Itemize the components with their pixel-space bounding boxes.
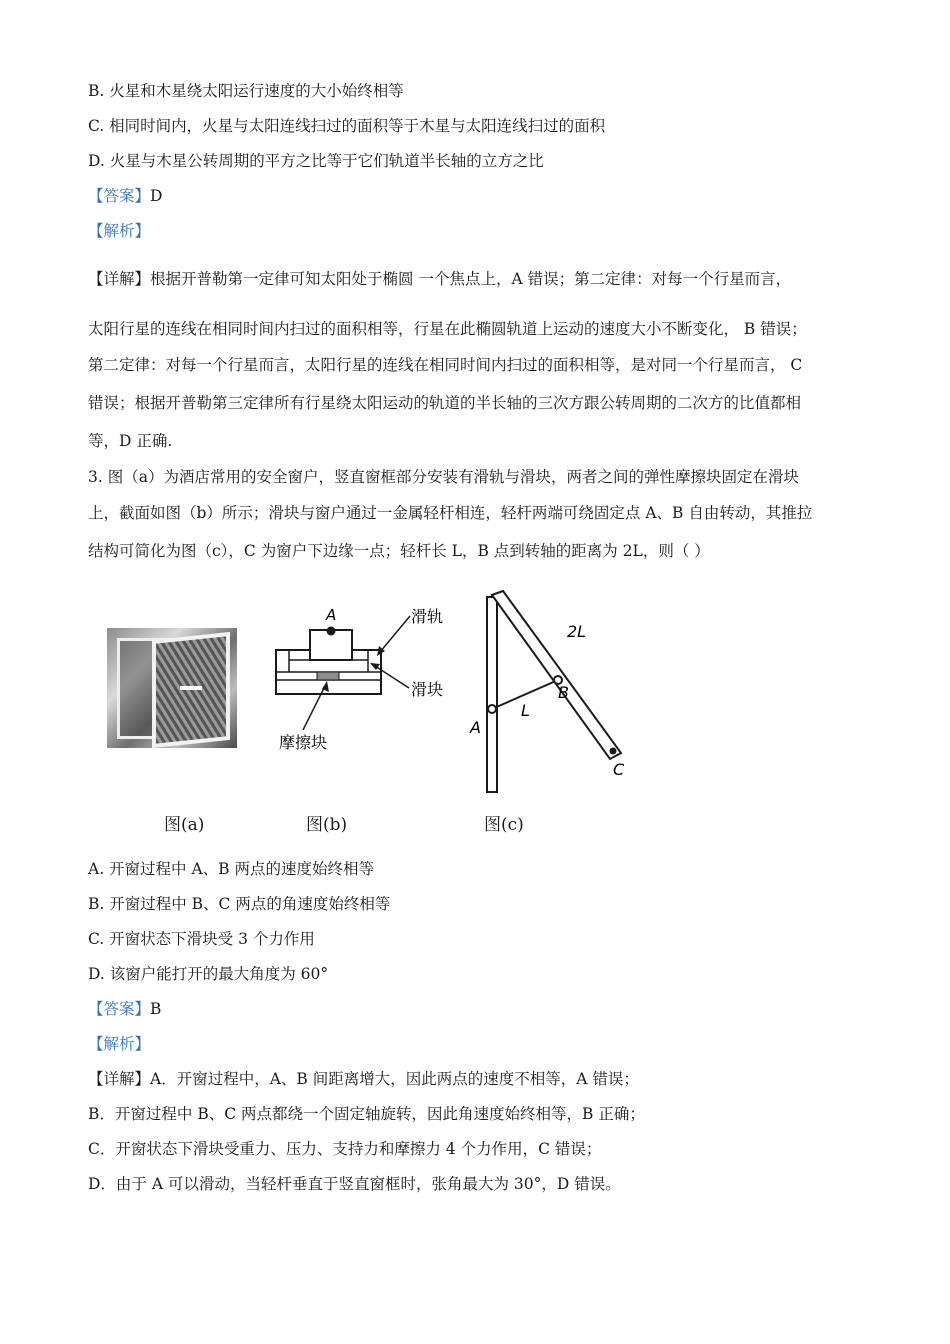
q3-detail-line-1 (88, 1068, 639, 1090)
detail-line-1 (88, 268, 791, 290)
q3-analysis-line (88, 1033, 150, 1055)
option-c: C. 相同时间内，火星与太阳连线扫过的面积等于木星与太阳连线扫过的面积 (88, 117, 606, 135)
detail-line-5: 等，D 正确. (88, 432, 173, 450)
detail-line-4: 错误；根据开普勒第三定律所有行星绕太阳运动的轨道的半长轴的三次方跟公转周期的二次方的比值都相 (88, 394, 802, 412)
answer-value: D (150, 187, 163, 205)
q3-answer-value: B (150, 1000, 162, 1018)
answer-line (88, 185, 162, 207)
figure-b-diagram (265, 600, 465, 755)
point-a (488, 705, 496, 713)
q3-stem-line-1: 3. 图（a）为酒店常用的安全窗户，竖直窗框部分安装有滑轨与滑块，两者之间的弹性摩擦块固定在滑块 (88, 468, 799, 486)
window-handle (180, 686, 202, 690)
label-c-a: A (470, 718, 481, 737)
analysis-tag-text: 【解析】 (88, 222, 151, 240)
pivot-a-dot (327, 627, 336, 636)
q3-answer-tag: 【答案】 (88, 1000, 151, 1018)
q3-answer-line (88, 998, 161, 1020)
vertical-frame (487, 597, 497, 792)
option-d: D. 火星与木星公转周期的平方之比等于它们轨道半长轴的立方之比 (88, 152, 544, 170)
caption-b: 图(b) (306, 815, 348, 835)
detail-tag: 【详解】 (88, 270, 151, 288)
analysis-tag (88, 220, 150, 242)
label-c-b: B (558, 683, 569, 702)
label-2l: 2L (567, 622, 587, 641)
caption-c: 图(c) (484, 815, 524, 835)
detail-text: 根据开普勒第一定律可知太阳处于椭圆 一个焦点上，A 错误；第二定律：对每一个行星而言， (150, 270, 792, 288)
q3-option-c: C. 开窗状态下滑块受 3 个力作用 (88, 930, 315, 948)
label-slider: 滑块 (411, 680, 444, 699)
q3-option-b: B. 开窗过程中 B、C 两点的角速度始终相等 (88, 895, 391, 913)
q3-stem-line-3: 结构可简化为图（c），C 为窗户下边缘一点；轻杆长 L，B 点到转轴的距离为 2L，则（ ） (88, 542, 710, 560)
q3-detail-text-1: A．开窗过程中，A、B 间距离增大，因此两点的速度不相等，A 错误； (150, 1070, 639, 1088)
window-photo (107, 628, 237, 748)
window-bar (492, 591, 621, 759)
detail-line-2: 太阳行星的连线在相同时间内扫过的面积相等，行星在此椭圆轨道上运动的速度大小不断变化， B 错误； (88, 320, 807, 338)
label-a: A (326, 606, 337, 624)
label-rail: 滑轨 (411, 607, 444, 626)
label-rod-l: L (521, 701, 530, 720)
point-c (610, 748, 617, 755)
q3-detail-line-2: B．开窗过程中 B、C 两点都绕一个固定轴旋转，因此角速度始终相等，B 正确； (88, 1105, 645, 1123)
detail-line-3: 第二定律：对每一个行星而言，太阳行星的连线在相同时间内扫过的面积相等，是对同一个行星而言， C (88, 356, 803, 374)
label-c-c: C (613, 760, 625, 779)
q3-detail-tag: 【详解】 (88, 1070, 151, 1088)
q3-stem-line-2: 上，截面如图（b）所示；滑块与窗户通过一金属轻杆相连，轻杆两端可绕固定点 A、B 自由转动，其推拉 (88, 504, 813, 522)
option-b: B. 火星和木星绕太阳运行速度的大小始终相等 (88, 82, 404, 100)
q3-option-d: D. 该窗户能打开的最大角度为 60° (88, 965, 329, 983)
q3-option-a: A. 开窗过程中 A、B 两点的速度始终相等 (88, 860, 374, 878)
friction-pad (317, 672, 339, 680)
q3-analysis-tag: 【解析】 (88, 1035, 151, 1053)
label-friction: 摩擦块 (279, 733, 328, 752)
q3-detail-line-4: D．由于 A 可以滑动，当轻杆垂直于竖直窗框时，张角最大为 30°，D 错误。 (88, 1175, 621, 1193)
caption-a: 图(a) (164, 815, 205, 835)
answer-tag: 【答案】 (88, 187, 151, 205)
q3-detail-line-3: C．开窗状态下滑块受重力、压力、支持力和摩擦力 4 个力作用，C 错误； (88, 1140, 602, 1158)
figure-c-diagram (455, 585, 655, 795)
